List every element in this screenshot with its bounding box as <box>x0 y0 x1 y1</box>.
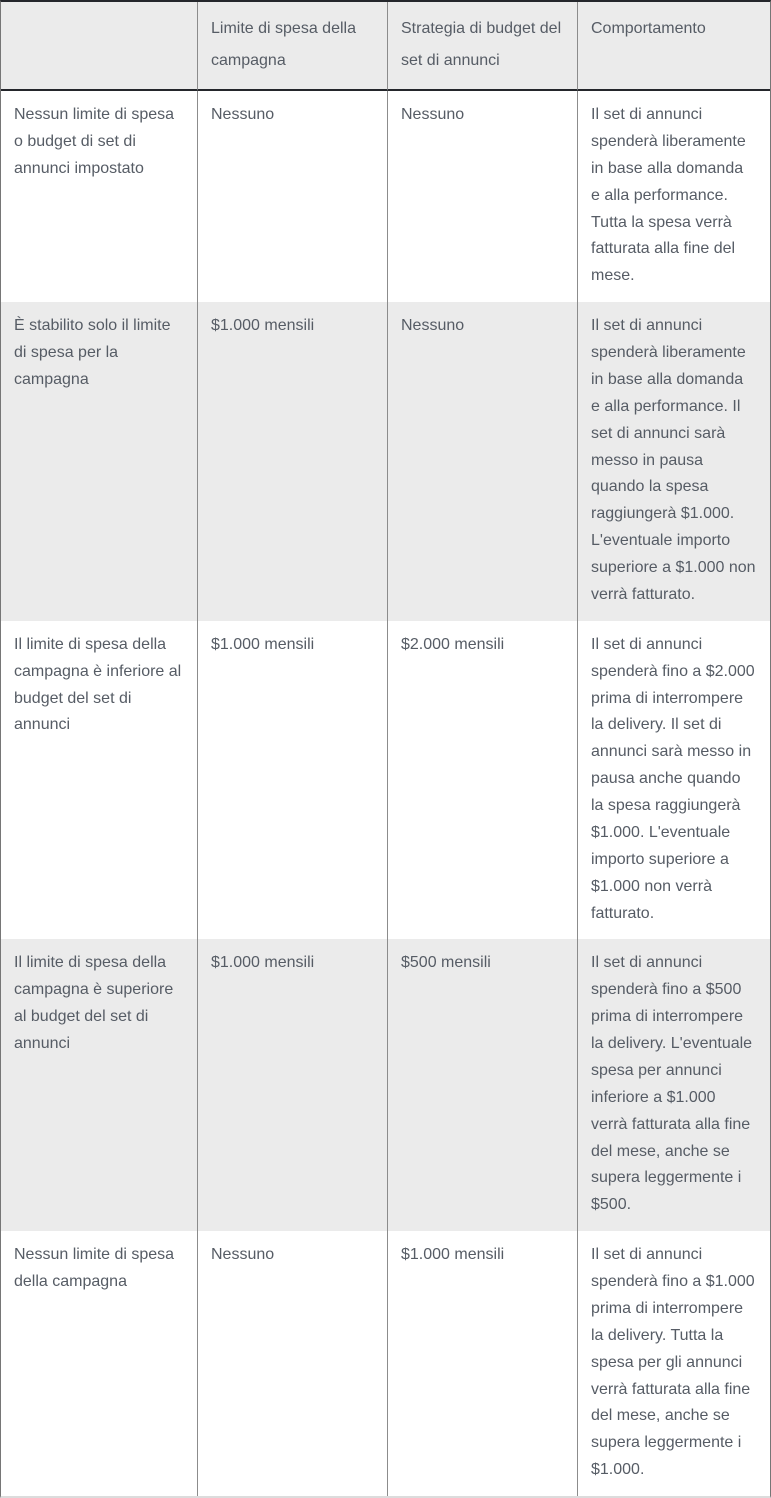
header-budget-strategy: Strategia di budget del set di annunci <box>387 2 577 91</box>
budget-strategy-cell: Nessuno <box>387 302 577 621</box>
table-row <box>1 621 770 940</box>
table-row <box>1 1231 770 1496</box>
row-label-cell: Il limite di spesa della campagna è superiore al budget del set di annunci <box>1 939 197 1231</box>
header-behavior: Comportamento <box>577 2 770 91</box>
budget-strategy-cell: $2.000 mensili <box>387 621 577 940</box>
table-row <box>1 302 770 621</box>
behavior-cell: Il set di annunci spenderà liberamente in base alla domanda e alla performance. Tutta la spesa verrà fatturata alla fine del mese. <box>577 91 770 302</box>
campaign-limit-cell: Nessuno <box>197 1231 387 1496</box>
campaign-limit-cell: $1.000 mensili <box>197 621 387 940</box>
behavior-cell: Il set di annunci spenderà fino a $1.000 prima di interrompere la delivery. Tutta la spesa per gli annunci verrà fatturata alla fine del mese, anche se supera leggermente i $1.000. <box>577 1231 770 1496</box>
header-campaign-limit: Limite di spesa della campagna <box>197 2 387 91</box>
budget-strategy-cell: Nessuno <box>387 91 577 302</box>
row-label-cell: È stabilito solo il limite di spesa per la campagna <box>1 302 197 621</box>
budget-strategy-cell: $500 mensili <box>387 939 577 1231</box>
budget-strategy-cell: $1.000 mensili <box>387 1231 577 1496</box>
behavior-cell: Il set di annunci spenderà fino a $500 prima di interrompere la delivery. L'eventuale spesa per annunci inferiore a $1.000 verrà fatturata alla fine del mese, anche se supera leggermente i $500. <box>577 939 770 1231</box>
behavior-cell: Il set di annunci spenderà fino a $2.000 prima di interrompere la delivery. Il set di annunci sarà messo in pausa anche quando la spesa raggiungerà $1.000. L'eventuale importo superiore a $1.000 non verrà fatturato. <box>577 621 770 940</box>
behavior-cell: Il set di annunci spenderà liberamente in base alla domanda e alla performance. Il set di annunci sarà messo in pausa quando la spesa raggiungerà $1.000. L'eventuale importo superiore a $1.000 non verrà fatturato. <box>577 302 770 621</box>
table-header <box>1 2 770 91</box>
header-row <box>1 2 770 91</box>
header-row-label-column <box>1 2 197 91</box>
campaign-limit-cell: $1.000 mensili <box>197 302 387 621</box>
table-row <box>1 939 770 1231</box>
row-label-cell: Il limite di spesa della campagna è inferiore al budget del set di annunci <box>1 621 197 940</box>
campaign-limit-cell: $1.000 mensili <box>197 939 387 1231</box>
table-row <box>1 91 770 302</box>
row-label-cell: Nessun limite di spesa o budget di set di annunci impostato <box>1 91 197 302</box>
campaign-limit-cell: Nessuno <box>197 91 387 302</box>
row-label-cell: Nessun limite di spesa della campagna <box>1 1231 197 1496</box>
table-body <box>1 91 770 1496</box>
